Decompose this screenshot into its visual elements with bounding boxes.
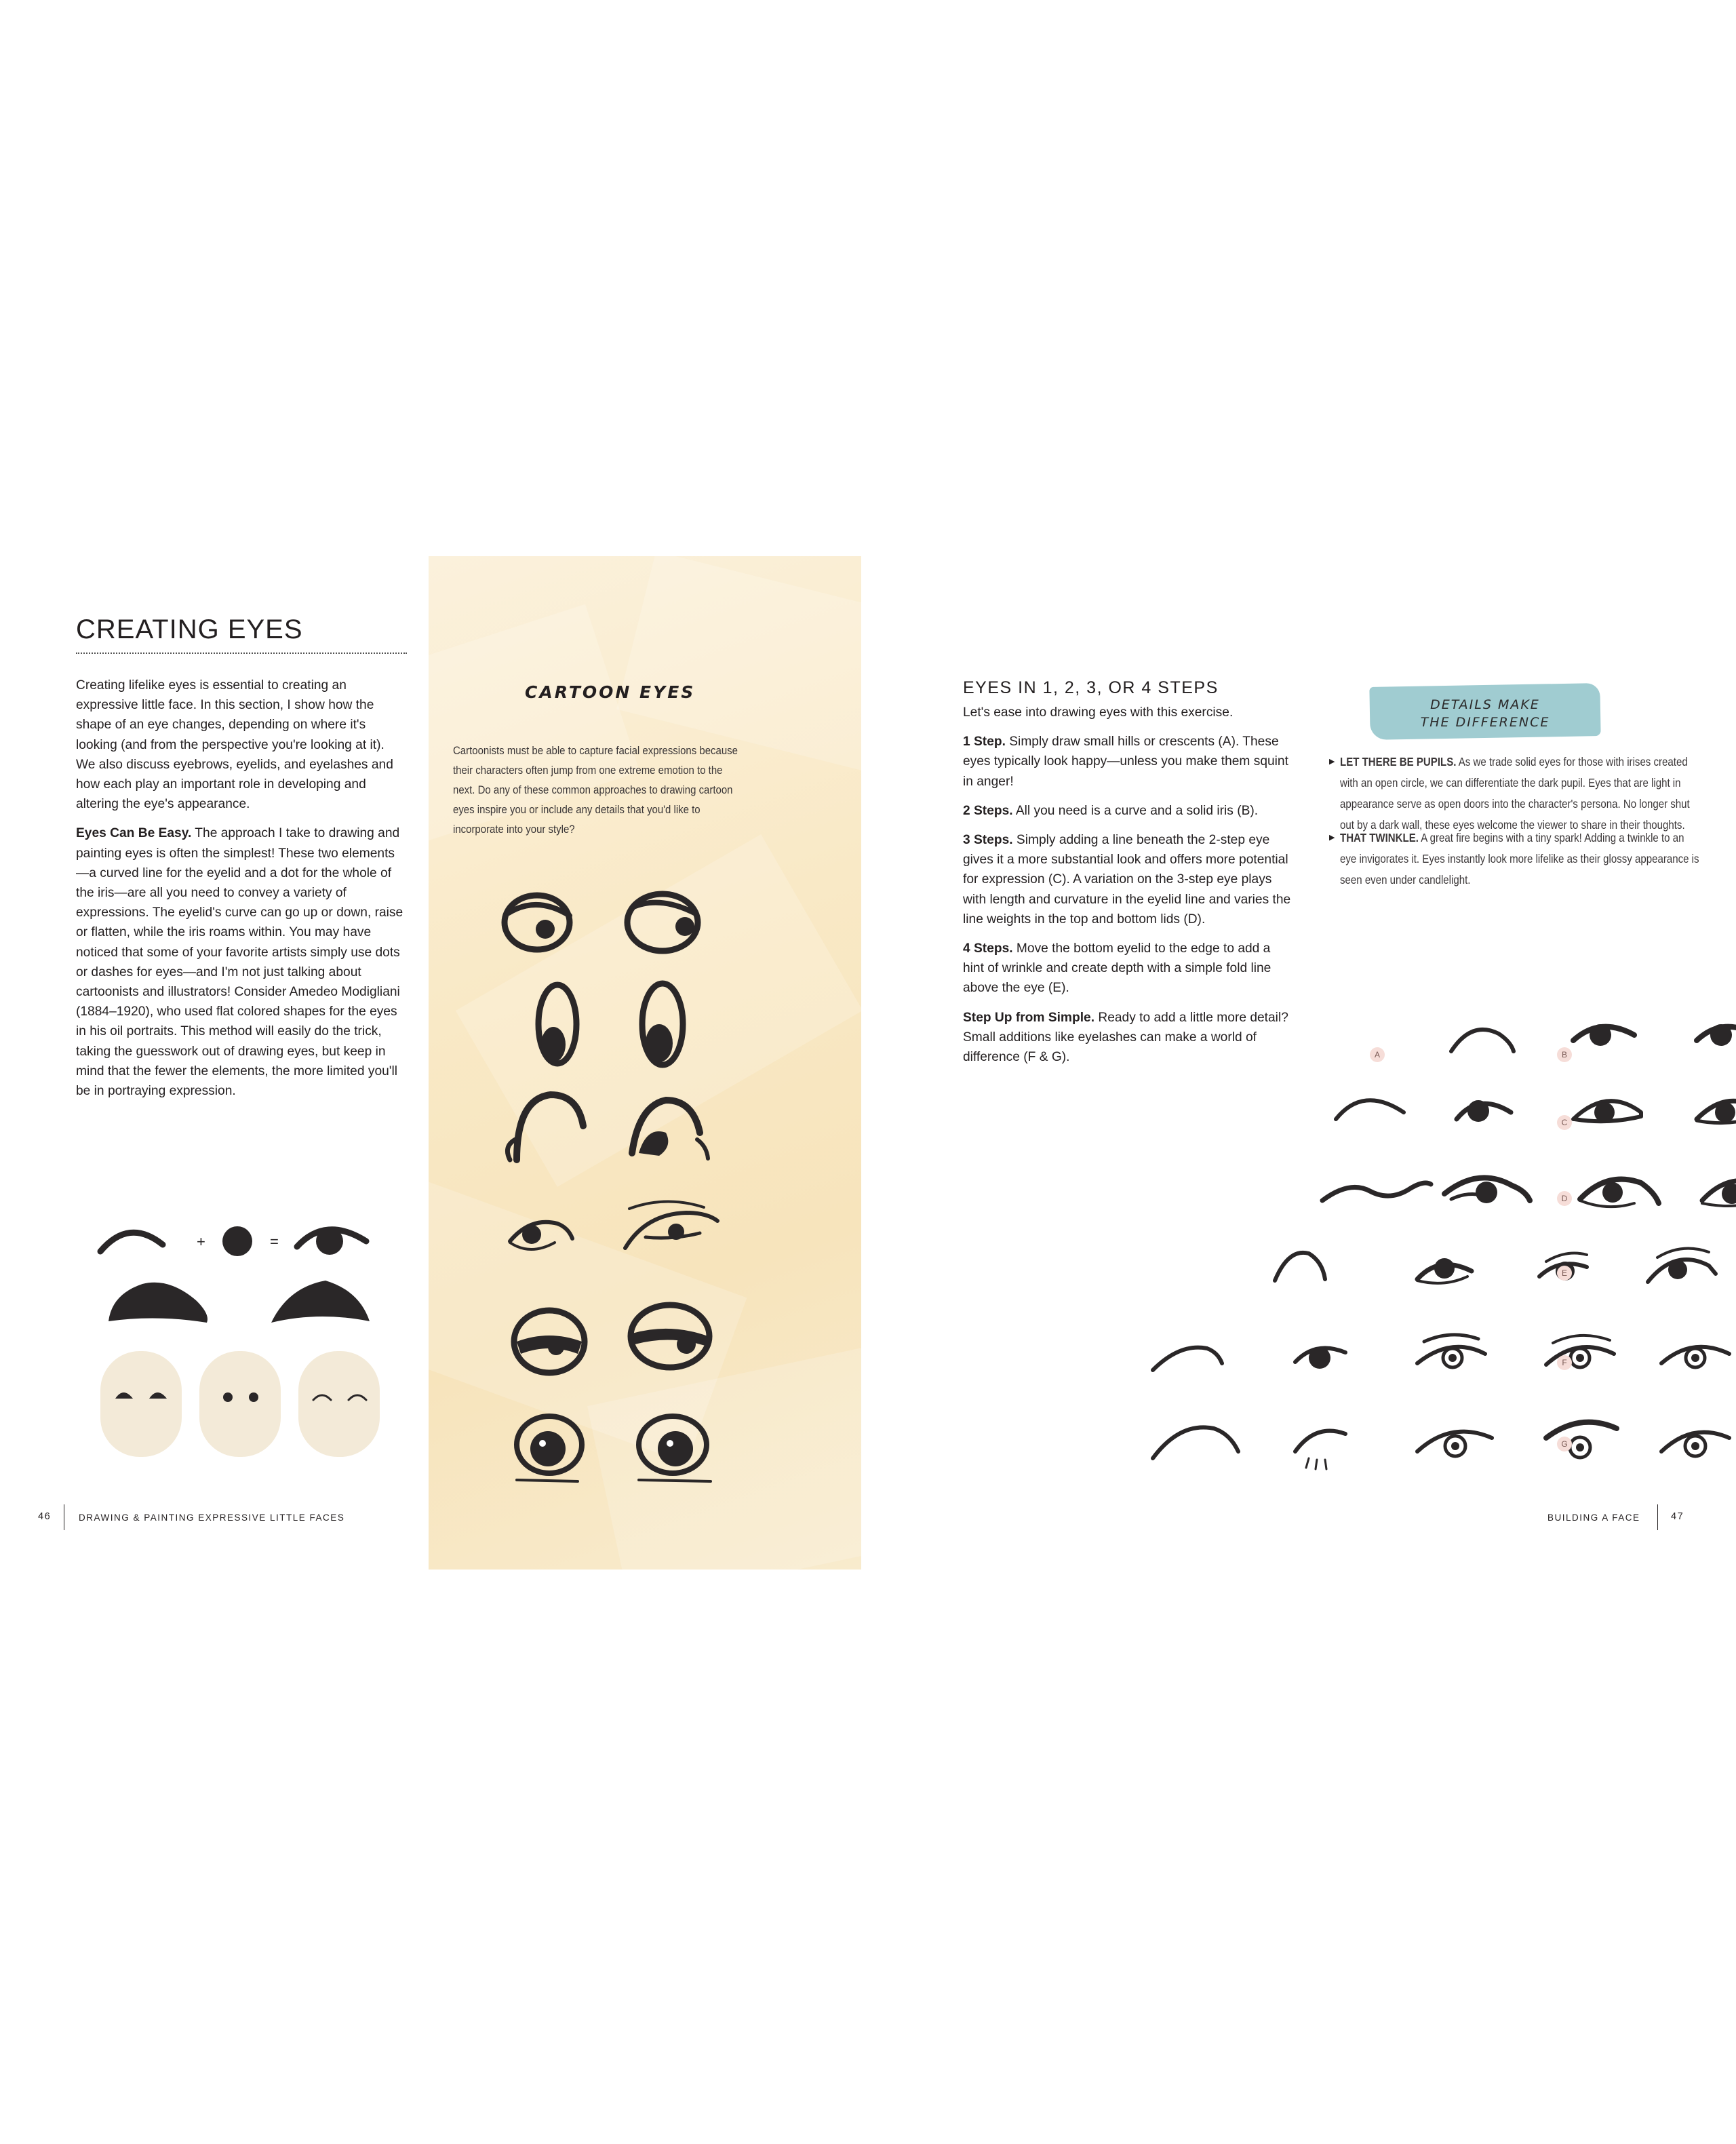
step-3: 3 Steps. Simply adding a line beneath the 2-step eye gives it a more substantial look and offers more potential for expression (C). A variation on the 3-step eye plays with length and curvature in the eyelid line and varies the line weights in the top and bottom lids (D). [963, 833, 1291, 927]
eye-row-e [1275, 1249, 1736, 1283]
left-page-number: 46 [38, 1511, 52, 1522]
cartoon-eye-row-1 [505, 894, 698, 951]
easy-heading: Eyes Can Be Easy. [76, 826, 192, 841]
row-letter-g: G [1557, 1437, 1572, 1451]
face-oval-1 [100, 1351, 182, 1457]
triangle-bullet-icon: ▶ [1329, 834, 1335, 842]
row-letter-f: F [1557, 1355, 1572, 1370]
step-1: 1 Step. Simply draw small hills or crescents (A). These eyes typically look happy—unless you make them squint in anger! [963, 735, 1288, 789]
right-footer-divider [1657, 1504, 1658, 1530]
details-list [1326, 752, 1706, 891]
iris-dot-icon [222, 1226, 252, 1256]
cartoon-eye-row-4 [510, 1201, 717, 1249]
sidebar-title: CARTOON EYES [525, 682, 696, 702]
step-2: 2 Steps. All you need is a curve and a solid iris (B). [963, 803, 1259, 818]
face-oval-3 [298, 1351, 380, 1457]
title-dotted-rule [76, 652, 407, 654]
cartoon-eyes-grid [469, 882, 808, 1546]
details-banner-title: DETAILS MAKE THE DIFFERENCE [1420, 697, 1550, 730]
left-running-title: DRAWING & PAINTING EXPRESSIVE LITTLE FACES [79, 1513, 345, 1523]
triangle-bullet-icon: ▶ [1329, 758, 1335, 766]
row-letter-a: A [1370, 1047, 1385, 1062]
cartoon-eye-row-2 [538, 983, 683, 1065]
plus-sign: + [197, 1233, 205, 1250]
row-letter-c: C [1557, 1115, 1572, 1130]
cartoon-eye-row-5 [514, 1305, 709, 1373]
step-eyes-grid [983, 1011, 1736, 1485]
eyelid-mound-left-icon [108, 1283, 208, 1323]
eye-row-c [1336, 1100, 1736, 1123]
eye-row-ab [1451, 1024, 1736, 1051]
right-page-number: 47 [1671, 1511, 1684, 1522]
eyelid-curve-icon [100, 1232, 163, 1251]
step-5: Step Up from Simple. Ready to add a little more detail? Small additions like eyelashes can make a world of difference (F & G). [963, 1010, 1288, 1065]
easy-paragraph [76, 823, 406, 1101]
face-oval-2 [199, 1351, 281, 1457]
eyelid-shapes-illustration [102, 1274, 380, 1335]
intro-text: Creating lifelike eyes is essential to creating an expressive little face. In this section, I show how the shape of an eye changes, depending on where it's looking (and from the perspective you're looking at it). We also discuss eyebrows, eyelids, and eyelashes and how each play an important role in developing and altering the eye's appearance. [76, 678, 393, 812]
right-page [868, 0, 1736, 2144]
intro-paragraph [76, 676, 406, 1101]
sidebar-body: Cartoonists must be able to capture facial expressions because their characters often jump from one extreme emotion to the next. Do any of these common approaches to drawing cartoon eyes inspire you or include any details that you'd like to incorporate into your style? [453, 744, 738, 836]
cartoon-eye-row-3 [507, 1095, 708, 1160]
easy-body: The approach I take to drawing and painting eyes is often the simplest! These two elements—a curved line for the eyelid and a dot for the whole of the iris—are all you need to convey a variety of expressions. The eyelid's curve can go up or down, raise or flatten, while the iris roams within. You may have noticed that some of your favorite artists simply use dots or dashes for eyes—and I'm not just talking about cartoonists and illustrators! Consider Amedeo Modigliani (1884–1920), who used flat colored shapes for the eyes in his oil portraits. This method will easily do the trick, taking the guesswork out of drawing eyes, but keep in mind that the fewer the elements, the more limited you'll be in portraying expression. [76, 826, 403, 1099]
steps-lead: Let's ease into drawing eyes with this exercise. [963, 705, 1234, 720]
eye-equation-illustration [88, 1214, 387, 1275]
equals-sign: = [270, 1233, 279, 1250]
eyelid-mound-right-icon [271, 1281, 370, 1323]
cartoon-eyes-sidebar [429, 556, 861, 1570]
step-4: 4 Steps. Move the bottom eyelid to the edge to add a hint of wrinkle and create depth with a simple fold line above the eye (E). [963, 941, 1271, 996]
right-running-title: BUILDING A FACE [1547, 1513, 1640, 1523]
details-item-2: ▶ THAT TWINKLE. A great fire begins with a tiny spark! Adding a twinkle to an eye invigorates it. Eyes instantly look more lifelike as their glossy appearance is seen even under candlelight. [1329, 831, 1699, 886]
row-letter-b: B [1557, 1047, 1572, 1062]
row-letter-e: E [1557, 1266, 1572, 1281]
eye-row-g [1153, 1422, 1736, 1469]
cartoon-eye-row-6 [517, 1416, 711, 1481]
steps-heading: EYES IN 1, 2, 3, OR 4 STEPS [963, 678, 1219, 697]
row-letter-d: D [1557, 1191, 1572, 1206]
details-item-1: ▶ LET THERE BE PUPILS. As we trade solid eyes for those with irises created with an open circle, we can differentiate the dark pupil. Eyes that are light in appearance serve as open doors into the character's persona. No longer shut out by a dark wall, these eyes welcome the viewer to share in their thoughts. [1329, 755, 1690, 832]
eye-row-f [1153, 1335, 1736, 1370]
page-title: CREATING EYES [76, 615, 303, 644]
eye-row-d [1322, 1177, 1736, 1207]
